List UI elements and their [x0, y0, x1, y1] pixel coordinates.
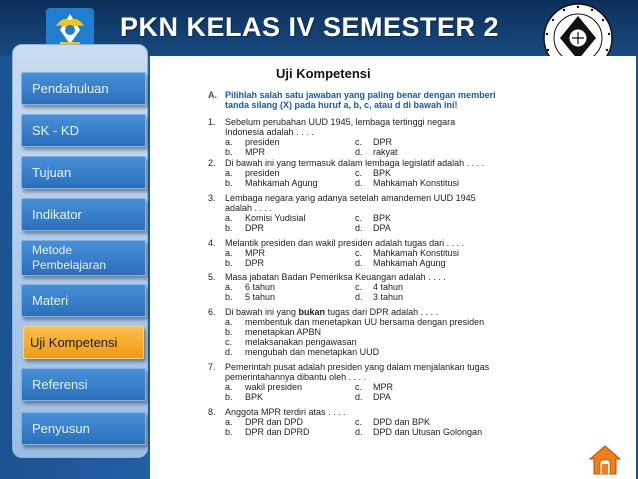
sidebar-item-label: Pendahuluan — [32, 81, 109, 96]
option-d[interactable]: Mahkamah Agung — [373, 258, 446, 268]
option-label: a. — [225, 417, 233, 427]
sidebar-item-pendahuluan[interactable] — [21, 72, 146, 105]
option-c[interactable]: melaksanakan pengawasan — [245, 337, 357, 347]
option-label: a. — [225, 137, 233, 147]
option-a[interactable]: 6 tahun — [245, 282, 276, 292]
sidebar-item-label: SK - KD — [32, 123, 79, 138]
option-label: b. — [225, 223, 233, 233]
sidebar-item-indikator[interactable] — [21, 198, 146, 231]
option-d[interactable]: mengubah dan menetapkan UUD — [245, 347, 380, 357]
instruction-line-2: tanda silang (X) pada huruf a, b, c, atau d di bawah ini! — [225, 100, 458, 110]
sidebar-item-label-line2: Pembelajaran — [32, 258, 107, 272]
sidebar-item-label-line1: Metode — [32, 243, 73, 257]
sidebar-item-referensi[interactable] — [21, 368, 146, 401]
page-title: PKN KELAS IV SEMESTER 2 — [120, 12, 500, 42]
option-label: d. — [355, 178, 363, 188]
question-text: Di bawah ini yang termasuk dalam lembaga legislatif adalah . . . . — [225, 158, 485, 168]
option-label: c. — [355, 417, 363, 427]
option-c[interactable]: BPK — [373, 168, 392, 178]
question-number: 8. — [208, 407, 216, 417]
option-c[interactable]: BPK — [373, 213, 392, 223]
option-label: d. — [355, 147, 363, 157]
question-text-cont: pemerintahannya dibantu oleh . . . . — [225, 372, 367, 382]
option-a[interactable]: presiden — [245, 137, 280, 147]
section-label: A. — [208, 90, 217, 100]
question-number: 3. — [208, 193, 216, 203]
option-b[interactable]: MPR — [245, 147, 265, 157]
option-d[interactable]: Mahkamah Konstitusi — [373, 178, 460, 188]
option-b[interactable]: DPR dan DPRD — [245, 427, 310, 437]
question-number: 2. — [208, 158, 216, 168]
option-b[interactable]: Mahkamah Agung — [245, 178, 318, 188]
option-label: c. — [225, 337, 233, 347]
option-label: a. — [225, 317, 233, 327]
option-label: d. — [355, 292, 363, 302]
option-label: d. — [225, 347, 233, 357]
option-label: d. — [355, 223, 363, 233]
sidebar-item-materi[interactable] — [21, 284, 146, 317]
option-c[interactable]: Mahkamah Konstitusi — [373, 248, 460, 258]
question-text-emphasis: bukan — [298, 307, 326, 317]
option-b[interactable]: 5 tahun — [245, 292, 276, 302]
question-text-cont: Indonesia adalah . . . . — [225, 127, 314, 137]
question-text-cont: adalah . . . . — [225, 203, 273, 213]
sidebar-item-tujuan[interactable] — [21, 156, 146, 189]
question-number: 7. — [208, 362, 216, 372]
content-title: Uji Kompetensi — [276, 66, 371, 81]
option-c[interactable]: MPR — [373, 382, 393, 392]
option-a[interactable]: wakil presiden — [245, 382, 303, 392]
question-number: 6. — [208, 307, 216, 317]
option-a[interactable]: MPR — [245, 248, 265, 258]
option-label: b. — [225, 178, 233, 188]
sidebar-item-label: Materi — [32, 293, 69, 308]
home-icon[interactable] — [588, 444, 622, 476]
option-d[interactable]: 3 tahun — [373, 292, 404, 302]
option-label: a. — [225, 248, 233, 258]
option-label: b. — [225, 327, 233, 337]
question-text: Anggota MPR terdiri atas . . . . — [225, 407, 346, 417]
question-text: Masa jabatan Badan Pemeriksa Keuangan adalah . . . . — [225, 272, 446, 282]
sidebar-item-sk-kd[interactable] — [21, 114, 146, 147]
option-b[interactable]: DPR — [245, 258, 265, 268]
option-label: d. — [355, 427, 363, 437]
option-label: c. — [355, 213, 363, 223]
option-label: c. — [355, 382, 363, 392]
option-b[interactable]: menetapkan APBN — [245, 327, 322, 337]
option-c[interactable]: DPD dan BPK — [373, 417, 431, 427]
option-c[interactable]: DPR — [373, 137, 393, 147]
option-a[interactable]: DPR dan DPD — [245, 417, 304, 427]
option-d[interactable]: rakyat — [373, 147, 398, 157]
question-number: 5. — [208, 272, 216, 282]
option-label: d. — [355, 392, 363, 402]
option-b[interactable]: BPK — [245, 392, 264, 402]
option-label: b. — [225, 147, 233, 157]
option-b[interactable]: DPR — [245, 223, 265, 233]
sidebar-item-penyusun[interactable] — [21, 412, 146, 445]
option-label: c. — [355, 248, 363, 258]
option-a[interactable]: membentuk dan menetapkan UU bersama dengan presiden — [245, 317, 485, 327]
option-label: c. — [355, 168, 363, 178]
option-c[interactable]: 4 tahun — [373, 282, 404, 292]
question-text — [225, 307, 438, 317]
question-text: Lembaga negara yang adanya setelah amandemen UUD 1945 — [225, 193, 476, 203]
option-label: a. — [225, 282, 233, 292]
option-label: b. — [225, 392, 233, 402]
question-text: Melantik presiden dan wakil presiden adalah tugas dari . . . . — [225, 238, 465, 248]
option-label: a. — [225, 168, 233, 178]
option-d[interactable]: DPA — [373, 392, 391, 402]
sidebar-item-label: Uji Kompetensi — [30, 335, 118, 350]
sidebar-item-uji-kompetensi[interactable] — [23, 326, 144, 359]
option-label: b. — [225, 258, 233, 268]
option-label: c. — [355, 282, 363, 292]
option-label: a. — [225, 382, 233, 392]
sidebar-item-label: Penyusun — [32, 421, 90, 436]
instruction-line-1: Pilihlah salah satu jawaban yang paling benar dengan memberi — [225, 90, 496, 100]
option-d[interactable]: DPD dan Utusan Golongan — [373, 427, 483, 437]
option-label: c. — [355, 137, 363, 147]
question-text-part: Di bawah ini yang — [225, 307, 299, 317]
sidebar-item-metode-pembelajaran[interactable] — [21, 240, 146, 276]
option-a[interactable]: presiden — [245, 168, 280, 178]
option-label: b. — [225, 427, 233, 437]
sidebar-item-label: Tujuan — [32, 165, 72, 180]
question-number: 4. — [208, 238, 216, 248]
question-text: Pemerintah pusat adalah presiden yang dalam menjalankan tugas — [225, 362, 490, 372]
option-label: b. — [225, 292, 233, 302]
sidebar-item-label: Referensi — [32, 377, 88, 392]
question-text: Sebelum perubahan UUD 1945, lembaga tertinggi negara — [225, 117, 456, 127]
sidebar-item-label: Indikator — [32, 207, 82, 222]
option-a[interactable]: Komisi Yudisial — [245, 213, 306, 223]
question-number: 1. — [208, 117, 216, 127]
question-text-part: tugas dari DPR adalah . . . . — [325, 307, 439, 317]
option-label: d. — [355, 258, 363, 268]
option-d[interactable]: DPA — [373, 223, 391, 233]
option-label: a. — [225, 213, 233, 223]
